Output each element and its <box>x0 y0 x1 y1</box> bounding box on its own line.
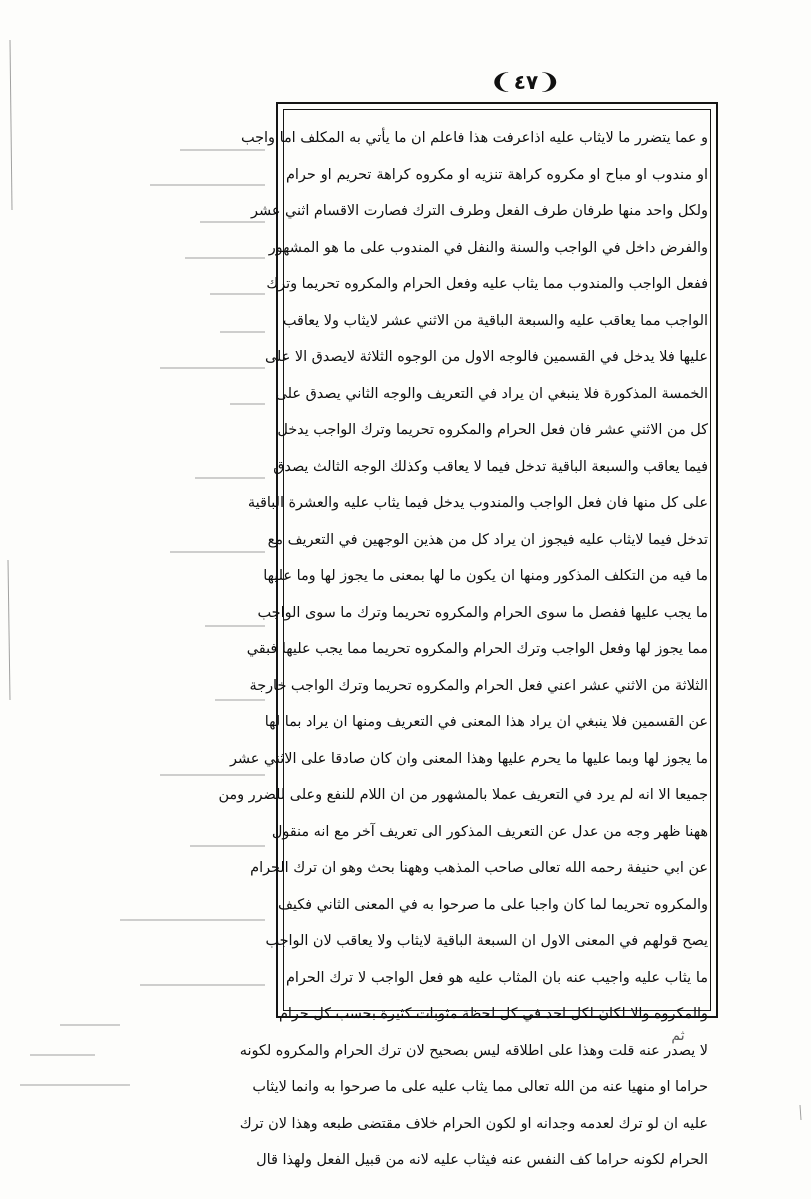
ornament-left-icon: ❨ <box>488 69 516 95</box>
text-line: ما فيه من التكلف المذكور ومنها ان يكون ما لها بمعنى ما يجوز لها وما عليها <box>263 568 708 584</box>
text-line: ههنا ظهر وجه من عدل عن التعريف المذكور الى تعريف آخر مع انه منقول <box>271 823 708 840</box>
text-line: والمكروه والا لكان لكل احد في كل لحظة مثوبات كثيرة بحسب كل حرام <box>278 1006 708 1022</box>
text-line: الواجب مما يعاقب عليه والسبعة الباقية من الاثني عشر لايثاب ولا يعاقب <box>282 312 708 329</box>
ornament-right-icon: ❩ <box>536 69 564 95</box>
text-line: لا يصدر عنه قلت وهذا على اطلاقه ليس بصحيح لان ترك الحرام والمكروه لكونه <box>239 1042 708 1059</box>
text-line: حراما او منهيا عنه من الله تعالى مما يثاب عليه على ما صرحوا به وانما لايثاب <box>252 1079 708 1095</box>
text-line: فيما يعاقب والسبعة الباقية تدخل فيما لا يعاقب وكذلك الوجه الثالث يصدق <box>273 458 708 475</box>
text-line: ما يجوز لها وبما عليها ما يحرم عليها وهذا المعنى وان كان صادقا على الاثني عشر <box>229 750 708 767</box>
text-line: على كل منها فان فعل الواجب والمندوب يدخل فيما يثاب عليه والعشرة الباقية <box>247 495 708 511</box>
text-line: او مندوب او مباح او مكروه كراهة تنزيه او مكروه كراهة تحريم او حرام <box>286 166 708 183</box>
text-line: الحرام لكونه حراما كف النفس عنه فيثاب عليه لانه من قبيل الفعل ولهذا قال <box>256 1152 708 1168</box>
text-line: مما يجوز لها وفعل الواجب وترك الحرام والمكروه تحريما مما يجب عليها فبقي <box>246 641 708 657</box>
text-line: ففعل الواجب والمندوب مما يثاب عليه وفعل الحرام والمكروه تحريما وترك <box>266 276 708 292</box>
text-line: ما يجب عليها ففصل ما سوى الحرام والمكروه تحريما وترك ما سوى الواجب <box>257 604 708 621</box>
text-line: عن ابي حنيفة رحمه الله تعالى صاحب المذهب وههنا بحث وهو ان ترك الحرام <box>250 860 708 876</box>
text-line: ولكل واحد منها طرفان طرف الفعل وطرف الترك فصارت الاقسام اثني عشر <box>251 203 708 219</box>
page-number <box>478 64 574 100</box>
text-line: تدخل فيما لايثاب عليه فيجوز ان يراد كل من هذين الوجهين في التعريف مع <box>267 531 708 548</box>
text-line: الخمسة المذكورة فلا ينبغي ان يراد في التعريف والوجه الثاني يصدق على <box>275 385 708 402</box>
text-line: كل من الاثني عشر فان فعل الحرام والمكروه تحريما وترك الواجب يدخل <box>277 422 708 438</box>
text-line: عن القسمين فلا ينبغي ان يراد هذا المعنى في التعريف ومنها ان يراد بما لها <box>264 714 708 730</box>
text-line: ما يثاب عليه واجيب عنه بان المثاب عليه هو فعل الواجب لا ترك الحرام <box>286 969 708 986</box>
text-line: يصح قولهم في المعنى الاول ان السبعة الباقية لايثاب ولا يعاقب لان الواجب <box>265 933 708 949</box>
text-line: و عما يتضرر ما لايثاب عليه اذاعرفت هذا فاعلم ان ما يأتي به المكلف اما واجب <box>241 130 708 146</box>
text-line: جميعا الا انه لم يرد في التعريف عملا بالمشهور من ان اللام للنفع وعلى للضرر ومن <box>218 787 708 803</box>
text-line: عليه ان لو ترك لعدمه وجدانه او لكون الحرام خلاف مقتضى طبعه وهذا لان ترك <box>239 1115 708 1132</box>
catchword: ثم <box>671 1028 685 1044</box>
text-line: والمكروه تحريما لما كان واجبا على ما صرحوا به في المعنى الثاني فكيف <box>277 896 708 913</box>
page-number-text: ٤٧ <box>513 70 539 94</box>
text-line: عليها فلا يدخل في القسمين فالوجه الاول من الوجوه الثلاثة لايصدق الا على <box>264 349 708 365</box>
text-line: الثلاثة من الاثني عشر اعني فعل الحرام والمكروه تحريما وترك الواجب خارجة <box>249 677 708 694</box>
text-line: والفرض داخل في الواجب والسنة والنفل في المندوب على ما هو المشهور <box>268 239 708 256</box>
